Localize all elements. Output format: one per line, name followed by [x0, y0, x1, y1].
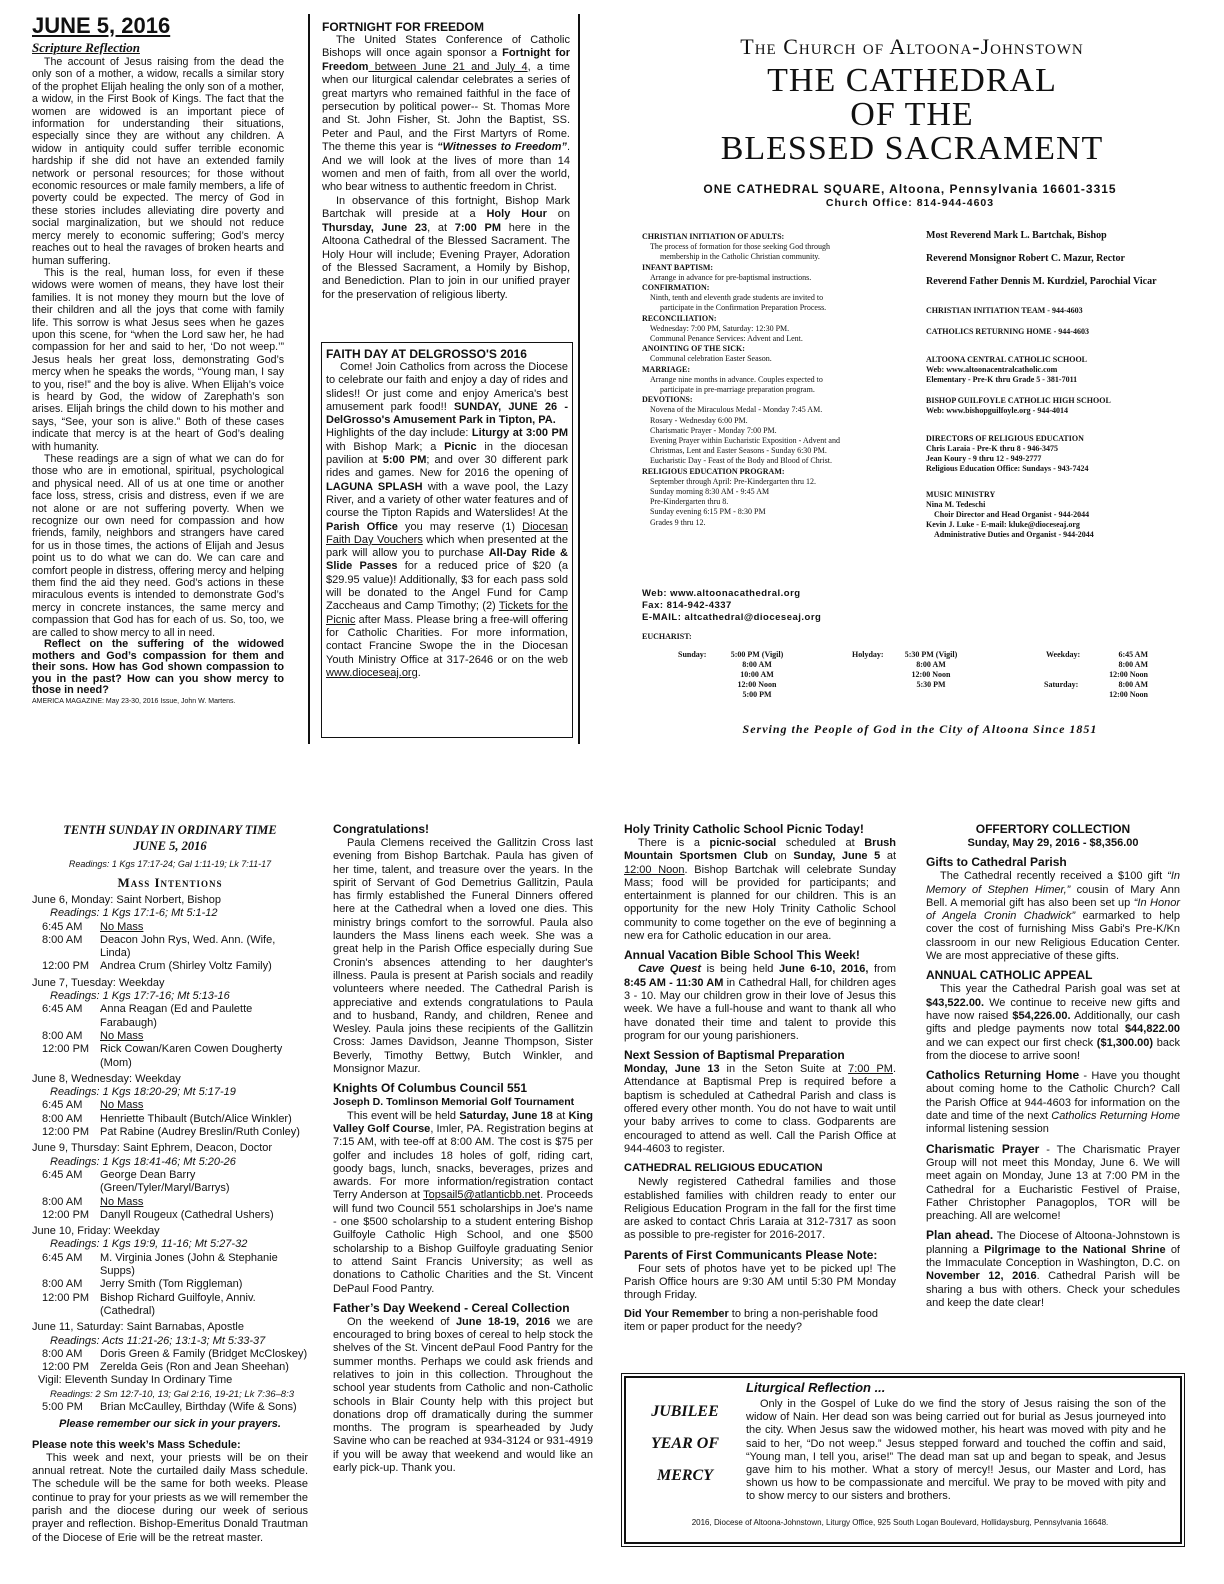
mass-intention-row [32, 1278, 308, 1291]
mass-intention: Jerry Smith (Tom Riggleman) [100, 1278, 243, 1291]
mass-intention: No Mass [100, 920, 144, 933]
reflection-paragraph: The account of Jesus raising from the dead the only son of a mother, a widow, recalls a similar story of the prophet Elijah healing the only son of a mother, a widow, in the First Book of Kings. The fact that the women are widowed is an important piece of information for understanding their situations, especially since they are without any children. A widow in antiquity could suffer terrible economic hardship if she did not have an extended family network or personal resources; for those without economic resources or male family members, a life of poverty could be expected. The mercy of God in these stories includes alleviating dire poverty and social marginalization, but we should not reduce mercy merely to economic suffering; God’s mercy reaches out to heal the ravages of broken hearts and human suffering. [32, 56, 284, 267]
sacrament-detail: Sunday evening 6:15 PM - 8:30 PM [650, 507, 766, 517]
intention-day-title: June 6, Monday: Saint Norbert, Bishop [32, 894, 221, 906]
reflection-paragraph: This is the real, human loss, for even if these widows were women of means, they have lost their families. It is not money they mourn but the love of their children and all the joys that come with family life. This sorrow is what Jesus sees when he gazes upon this scene, for “when the Lord saw her, he had compassion for her and said to her, ‘Do not weep.’” Jesus heals her great loss, demonstrating God’s mercy when he speaks the words, “Young man, I say to you, rise!” and the boy is alive. When Elijah’s voice is heard by God, the widow of Zarephath’s son arises. Elijah brings the child down to his mother and says, “See, your son is alive.” Both of these cases indicate that mercy is at the heart of God’s dealing with humanity. [32, 266, 284, 453]
vigil-readings: Readings: 2 Sm 12:7-10, 13; Gal 2:16, 19-21; Lk 7:36–8:3 [50, 1388, 294, 1400]
mass-intention: Zerelda Geis (Ron and Jean Sheehan) [100, 1361, 289, 1374]
mass-time: 12:00 PM [42, 1208, 90, 1221]
cathedral-name-line: OF THE [850, 96, 974, 133]
vbs-title: Annual Vacation Bible School This Week! [624, 948, 860, 963]
sunday-date: JUNE 5, 2016 [133, 839, 207, 853]
mass-intention-row [32, 1292, 308, 1319]
mass-intention-row [32, 960, 308, 973]
mass-intention-row [32, 1099, 308, 1112]
issue-date-heading: JUNE 5, 2016 [32, 13, 171, 38]
scripture-reflection-title: Scripture Reflection [32, 40, 140, 55]
holy-trinity-text: There is a picnic-social scheduled at Brush Mountain Sportsmen Club on Sunday, June 5 at 12:00 Noon. Bishop Bartchak will celebrate Sunday Mass; food will be provided for participants; and entertainment is planned for our children. This is an opportunity for the new Holy Trinity Catholic School community to come together on the eve of beginning a new era for Catholic education in our area. [624, 837, 897, 943]
sacrament-detail: Wednesday: 7:00 PM, Saturday: 12:30 PM. [650, 323, 790, 333]
mass-intention-row [32, 1169, 308, 1196]
intention-day [32, 894, 308, 974]
music-title: MUSIC MINISTRY [926, 490, 996, 499]
sacrament-heading: INFANT BAPTISM: [642, 262, 714, 272]
reflection-question: Reflect on the suffering of the widowed mothers and God’s compassion for them and their sons. How has God shown compassion to you in the past? How can you show mercy to those in need? [32, 638, 284, 697]
cre-text: Newly registered Cathedral families and those established families with children ready to enter our Religious Education Program in the fall for the first time are asked to contact Chris Laraia at 312-7317 as soon as possible to pre-register for 2016-2017. [624, 1176, 896, 1242]
holy-trinity-title: Holy Trinity Catholic School Picnic Today! [624, 822, 864, 836]
mass-intention: Pat Rabine (Audrey Breslin/Ruth Conley) [100, 1126, 300, 1139]
mass-intention: Anna Reagan (Ed and Paulette Farabaugh) [100, 1003, 253, 1029]
mass-time: 6:45 AM [42, 1168, 83, 1181]
mass-intention-row [32, 1113, 308, 1126]
announcements-column-2 [333, 822, 593, 1475]
mass-intention: No Mass [100, 1099, 144, 1112]
gifts-title: Gifts to Cathedral Parish [926, 855, 1067, 870]
sick-prayer-note: Please remember our sick in your prayers. [59, 1418, 281, 1431]
weekday-label: Weekday: [1046, 650, 1081, 659]
intention-day [32, 1073, 308, 1139]
mass-intention-row [32, 921, 308, 934]
intention-day-title: June 8, Wednesday: Weekday [32, 1072, 181, 1085]
mass-intention: No Mass [100, 1195, 144, 1208]
accs-elementary: Elementary - Pre-K thru Grade 5 - 381-7011 [926, 375, 1078, 384]
mass-time: 12:00 PM [42, 1291, 90, 1304]
mass-intention-row [32, 1003, 308, 1030]
sacrament-heading: MARRIAGE: [642, 364, 690, 374]
mass-intention-row [32, 1043, 308, 1070]
appeal-title: ANNUAL CATHOLIC APPEAL [926, 968, 1093, 983]
sacrament-detail: Communal Penance Services: Advent and Lent. [650, 334, 803, 344]
mass-intention-row [32, 1252, 308, 1279]
mass-intention: Deacon John Rys, Wed. Ann. (Wife, Linda) [100, 933, 276, 960]
dre-line: Chris Laraia - Pre-K thru 8 - 946-3475 [926, 444, 1059, 453]
mass-time: 8:00 AM [42, 1278, 83, 1291]
mass-intention-row [32, 1209, 308, 1222]
vigil-mass: 5:00 PM Brian McCaulley, Birthday (Wife & Sons) [42, 1400, 297, 1413]
mass-intention: Danyll Rougeux (Cathedral Ushers) [100, 1208, 274, 1221]
sacrament-heading: RELIGIOUS EDUCATION PROGRAM: [642, 466, 785, 476]
intention-readings: Readings: 1 Kgs 17:1-6; Mt 5:1-12 [50, 907, 218, 920]
sacrament-heading: RECONCILIATION: [642, 313, 717, 323]
mass-intentions-column [32, 822, 308, 1545]
mass-intention-row [32, 1348, 308, 1361]
sacrament-detail: Evening Prayer within Eucharistic Exposition - Advent and [650, 436, 840, 446]
scripture-reflection-text [32, 56, 284, 706]
mass-time: 8:00 AM [42, 1347, 83, 1360]
mass-time: 6:45 AM [42, 1099, 83, 1112]
sacrament-heading: CHRISTIAN INITIATION OF ADULTS: [642, 232, 785, 241]
mass-time: 6:45 AM [42, 1003, 83, 1016]
mass-time: 12:00 PM [42, 960, 90, 973]
intention-day-title: June 11, Saturday: Saint Barnabas, Apostle [32, 1321, 244, 1334]
church-name-line: The Church of Altoona-Johnstown [740, 34, 1084, 59]
mass-intention: George Dean Barry (Green/Tyler/Maryl/Barrys) [100, 1168, 230, 1195]
sunday-readings: Readings: 1 Kgs 17:17-24; Gal 1:11-19; Lk 7:11-17 [68, 859, 272, 869]
mass-intention-row [32, 934, 308, 961]
mass-intention-row [32, 1361, 308, 1374]
mass-intentions-list [32, 894, 308, 1374]
koc-title: Knights Of Columbus Council 551 [333, 1081, 528, 1096]
reflection-paragraph: These readings are a sign of what we can do for those who are in emotional, spiritual, psychological and physical need. All of us at one time or another face loss, stress, crisis and distress, even if we are not alone or are not suffering poverty. When we recognize our own need for compassion and how friends, family, neighbors and strangers have cared for us in those times, the actions of Elijah and Jesus point us to do what we can do. We can care and comfort people in distress, offering mercy and helping them find the aid they need. God’s actions in these miraculous events is intended to demonstrate God’s mercy in concrete instances, the same mercy and compassion that God has for each of us. So, too, we are called to show mercy to all in need. [32, 453, 284, 639]
intention-readings: Readings: 1 Kgs 18:20-29; Mt 5:17-19 [50, 1086, 236, 1099]
appeal-text: This year the Cathedral Parish goal was set at $43,522.00. We continue to receive new gifts and have now raised $54,226.00. Additionally, our cash gifts and pledge payments now total $44,822.00 and we can expect our first check ($1,300.00) back from the diocese to arrive soon! [926, 983, 1180, 1062]
fax-line: Fax: 814-942-4337 [642, 600, 732, 611]
catholics-returning-home: CATHOLICS RETURNING HOME - 944-4603 [926, 327, 1089, 336]
intention-readings: Readings: 1 Kgs 18:41-46; Mt 5:20-26 [50, 1155, 236, 1168]
sacrament-detail: participate in pre-marriage preparation program. [660, 385, 815, 395]
email-line[interactable]: E-MAIL: altcathedral@dioceseaj.org [642, 612, 822, 623]
mass-time: 6:45 AM [42, 920, 83, 933]
sacrament-detail: Arrange nine months in advance. Couples expected to [650, 374, 823, 384]
sacrament-detail: Ninth, tenth and eleventh grade students are invited to [650, 293, 824, 303]
dre-line: Religious Education Office: Sundays - 943-7424 [926, 464, 1089, 473]
food-reminder: Did Your Remember to bring a non-perishable food item or paper product for the needy? [624, 1307, 878, 1333]
weekday-times: 6:45 AM 8:00 AM 12:00 Noon [1109, 650, 1148, 679]
baptism-prep-title: Next Session of Baptismal Preparation [624, 1048, 845, 1063]
address-block [620, 182, 1200, 210]
koc-email-link[interactable]: Topsail5@atlanticbb.net [423, 1189, 541, 1202]
reflection-source: AMERICA MAGAZINE: May 23-30, 2016 Issue, John W. Martens. [32, 697, 236, 705]
web-contacts [642, 588, 922, 624]
first-communicants-title: Parents of First Communicants Please Note: [624, 1247, 878, 1262]
liturgical-reflection-title: Liturgical Reflection ... [746, 1380, 886, 1395]
eucharist-title: EUCHARIST: [642, 632, 692, 641]
mass-intention: Henriette Thibault (Butch/Alice Winkler) [100, 1112, 292, 1125]
sacrament-detail: Arrange in advance for pre-baptismal instructions. [650, 272, 812, 282]
fathers-day-text: On the weekend of June 18-19, 2016 we are encouraged to bring boxes of cereal to help stock the shelves of the St. Vincent dePaul Food Pantry for the summer months. Perhaps we could ask friends and relatives to join in this collection. Throughout the school year students from Catholic and non-Catholic schools in Blair County help with this project but donations drop off dramatically during the summer months. The program is spearheaded by Judy Savine who can be reached at 934-3124 or 931-4919 if you will be away that weekend and would like an early pick-up. Thank you. [333, 1315, 593, 1475]
sacrament-detail: Communal celebration Easter Season. [650, 354, 772, 364]
mass-time: 8:00 AM [42, 1029, 83, 1042]
charismatic-prayer-text: Charismatic Prayer - The Charismatic Prayer Group will not meet this Monday, June 6. We will meet again on Monday, June 13 at 7:00 PM in the Cathedral for a Eucharistic Festivel of Praise, Father Christopher Panagoplos, TOR will be preaching. All are welcome! [926, 1141, 1180, 1223]
intention-day-title: June 9, Thursday: Saint Ephrem, Deacon, Doctor [32, 1142, 273, 1155]
mass-time: 6:45 AM [42, 1251, 83, 1264]
intention-day [32, 1321, 308, 1374]
mass-intention: Doris Green & Family (Bridget McCloskey) [100, 1347, 308, 1360]
bishop-line: Most Reverend Mark L. Bartchak, Bishop [926, 230, 1107, 241]
intention-day-title: June 7, Tuesday: Weekday [32, 976, 165, 989]
mass-intention-row [32, 1126, 308, 1139]
sunday-times: 5:00 PM (Vigil) 8:00 AM 10:00 AM 12:00 Noon 5:00 PM [730, 650, 784, 699]
fortnight-for-freedom [322, 20, 570, 302]
cathedral-name-line: THE CATHEDRAL [767, 62, 1057, 99]
mass-time: 12:00 PM [42, 1126, 90, 1139]
sacraments-list [642, 232, 912, 528]
mass-intentions-title: Mass Intentions [117, 875, 223, 890]
faith-day-details: Highlights of the day include: Liturgy at 3:00 PM with Bishop Mark; a Picnic in the diocesan pavilion at 5:00 PM; and over 30 different park rides and games. New for 2016 the opening of LAGUNA SPLASH with a wave pool, the Lazy River, and a variety of other water features and of course the Tipton Rapids and Waterslides! At the Parish Office you may reserve (1) Diocesan Faith Day Vouchers which when presented at the park will allow you to purchase All-Day Ride & Slide Passes for a reduced price of $20 (a $29.95 value)! Additionally, $3 for each pass sold will be donated to the Angel Fund for Camp Zaccheaus and Camp Timothy; (2) Tickets for the Picnic after Mass. Please bring a free-will offering for Catholic Charities. For more information, contact Francine Swope the in the Diocesan Youth Ministry Office at 317-2646 or on the web www.dioceseaj.org. [326, 427, 569, 679]
mass-time: 8:00 AM [42, 933, 83, 946]
mass-intention: Andrea Crum (Shirley Voltz Family) [100, 960, 272, 973]
cathedral-name [600, 64, 1224, 166]
music-line: Choir Director and Head Organist - 944-2044 [934, 510, 1090, 519]
faith-day-box [321, 342, 573, 738]
baptism-prep-text: Monday, June 13 in the Seton Suite at 7:00 PM. Attendance at Baptismal Prep is required before a baptism is scheduled at Cathedral Parish and class is offered every other month. You do not have to wait until your baby arrives to come to class. Godparents are encouraged to attend as well. Call the Parish Office at 944-4603 to register. [624, 1063, 896, 1155]
pilgrimage-text: Plan ahead. The Diocese of Altoona-Johnstown is planning a Pilgrimage to the National Shrine of the Immaculate Conception in Washington, D.C. on November 12, 2016. Cathedral Parish will be sharing a bus with others. Check your schedules and keep the date clear! [926, 1228, 1180, 1309]
sacrament-detail: Charismatic Prayer - Monday 7:00 PM. [650, 425, 777, 435]
intention-day [32, 1225, 308, 1318]
sacrament-detail: September through April: Pre-Kindergarten thru 12. [650, 476, 817, 486]
intention-readings: Readings: 1 Kgs 17:7-16; Mt 5:13-16 [50, 990, 230, 1003]
first-communicants-text: Four sets of photos have yet to be picked up! The Parish Office hours are 9:30 AM until 5:30 PM Monday through Friday. [624, 1262, 896, 1302]
sunday-label: Sunday: [678, 650, 707, 659]
sacrament-detail: membership in the Catholic Christian community. [660, 252, 820, 262]
intention-readings: Readings: Acts 11:21-26; 13:1-3; Mt 5:33-37 [50, 1334, 266, 1347]
fathers-day-title: Father’s Day Weekend - Cereal Collection [333, 1300, 570, 1315]
dre-line: Jean Koury - 9 thru 12 - 949-2777 [926, 454, 1042, 463]
column-divider [578, 14, 580, 744]
church-office-phone: Church Office: 814-944-4603 [825, 197, 995, 209]
intention-day [32, 977, 308, 1070]
vicar-line: Reverend Father Dennis M. Kurdziel, Parochial Vicar [926, 276, 1157, 287]
music-line: Administrative Duties and Organist - 944-2044 [934, 530, 1094, 539]
dre-title: DIRECTORS OF RELIGIOUS EDUCATION [926, 434, 1084, 443]
gifts-text: The Cathedral recently received a $100 gift “In Memory of Stephen Himer,” cousin of Mary Ann Bell. A memorial gift has also been set up “In Honor of Angela Cronin Chadwick” earmarked to help cover the cost of furnishing Miss Gabi's Pre-K/Kn classroom in our new Religious Education Center. We are most appreciative of these gifts. [926, 870, 1180, 963]
mass-intention: Rick Cowan/Karen Cowen Dougherty (Mom) [100, 1043, 283, 1069]
liturgy-office-footer: 2016, Diocese of Altoona-Johnstown, Liturgy Office, 925 South Logan Boulevard, Hollidaysburg, Pennsylvania 16648. [691, 1518, 1109, 1527]
sacrament-detail: Rosary - Wednesday 6:00 PM. [650, 415, 748, 425]
christian-initiation-team: CHRISTIAN INITIATION TEAM - 944-4603 [926, 306, 1083, 315]
offertory-title: OFFERTORY COLLECTION [975, 822, 1131, 836]
sacrament-heading: ANOINTING OF THE SICK: [642, 344, 745, 354]
sacrament-detail: The process of formation for those seeking God through [650, 242, 830, 252]
faith-day-intro: Come! Join Catholics from across the Diocese to celebrate our faith and enjoy a day of rides and slides!! Or just come and enjoy America's best amusement park food!! SUNDAY, JUNE 26 - DelGrosso's Amusement Park in Tipton, PA. [326, 361, 568, 427]
schedule-title: Please note this week’s Mass Schedule: [32, 1438, 241, 1451]
sacrament-detail: participate in the Confirmation Preparation Process. [660, 303, 827, 313]
accs-name: ALTOONA CENTRAL CATHOLIC SCHOOL [926, 355, 1088, 364]
announcements-column-3 [624, 822, 896, 1334]
mass-intention: Bishop Richard Guilfoyle, Anniv. (Cathedral) [100, 1291, 256, 1317]
intention-readings: Readings: 1 Kgs 19:9, 11-16; Mt 5:27-32 [50, 1238, 248, 1251]
intention-day [32, 1142, 308, 1222]
sacrament-detail: Christmas, Lent and Easter Seasons - Sunday 6:30 PM. [650, 446, 827, 456]
sacrament-detail: Sunday morning 8:30 AM - 9:45 AM [650, 487, 770, 497]
jubilee-year-of-mercy: JUBILEE YEAR OF MERCY [650, 1403, 719, 1484]
diocese-web-link[interactable]: www.dioceseaj.org [326, 666, 418, 679]
holyday-times: 5:30 PM (Vigil) 8:00 AM 12:00 Noon 5:30 PM [904, 650, 958, 689]
sacrament-detail: Pre-Kindergarten thru 8. [650, 497, 729, 507]
sacrament-heading: CONFIRMATION: [642, 283, 710, 293]
congrats-title: Congratulations! [333, 822, 429, 836]
vigil-line: Vigil: Eleventh Sunday In Ordinary Time [38, 1374, 233, 1387]
cre-title: CATHEDRAL RELIGIOUS EDUCATION [624, 1162, 823, 1175]
schedule-text: This week and next, your priests will be on their annual retreat. Note the curtailed daily Mass schedule. The schedule will be the same for both weeks. Please continue to pray for your priests as we will remember the parish and the diocese during our week of serious prayer and reflection. Bishop-Emeritus Donald Trautman of the Diocese of Erie will be the retreat master. [32, 1451, 308, 1544]
cathedral-name-line: BLESSED SACRAMENT [720, 130, 1104, 167]
eucharist-schedule [642, 632, 1162, 702]
saturday-label: Saturday: [1044, 680, 1079, 689]
mass-time: 8:00 AM [42, 1112, 83, 1125]
website-line[interactable]: Web: www.altoonacathedral.org [642, 588, 801, 599]
sacrament-detail: Novena of the Miraculous Medal - Monday 7:45 AM. [650, 405, 823, 415]
sunday-title: TENTH SUNDAY IN ORDINARY TIME [63, 823, 277, 837]
mass-time: 12:00 PM [42, 1361, 90, 1374]
congrats-text: Paula Clemens received the Gallitzin Cross last evening from Bishop Bartchak. Paula has given of her time, talent, and treasure over the years. In the spirit of Servant of God Demetrius Gallitzin, Paula has firmly established the Funeral Dinners offered here at the Cathedral when a loved one dies. This ministry brings comfort to the sorrowful. Paula also launders the Mass linens each week. She was a great help in the Parish Office especially during Sue Cronin's absences attending to her daughter's illness. Paula is present at Parish socials and readily volunteers where needed. The Cathedral Parish is appreciative and extends congratulations to Paula and to husband, Randy, and children, Renee and Wesley. Paula joins these recipients of the Gallitzin Cross: James Davidson, Jeanne Thompson, Sister Beverly, Timothy Bettwy, Butch Winkler, and Monsignor Mazur. [333, 837, 593, 1076]
sacrament-heading: DEVOTIONS: [642, 395, 693, 405]
holyday-label: Holyday: [852, 650, 884, 659]
rector-line: Reverend Monsignor Robert C. Mazur, Rector [926, 253, 1125, 264]
fortnight-paragraph: In observance of this fortnight, Bishop Mark Bartchak will preside at a Holy Hour on Thursday, June 23, at 7:00 PM here in the Altoona Cathedral of the Blessed Sacrament. The Holy Hour will include; Evening Prayer, Adoration of the Blessed Sacrament, a Homily by Bishop, and Benediction. Plan to join in our unified prayer for the preservation of religious liberty. [322, 194, 570, 301]
faith-day-title: FAITH DAY AT DELGROSSO'S 2016 [326, 347, 527, 361]
bg-name: BISHOP GUILFOYLE CATHOLIC HIGH SCHOOL [926, 396, 1111, 405]
mass-intention: No Mass [100, 1029, 144, 1042]
mass-intention: M. Virginia Jones (John & Stephanie Supps) [100, 1251, 278, 1278]
fortnight-paragraph: The United States Conference of Catholic Bishops will once again sponsor a Fortnight for Freedom between June 21 and July 4, a time when our liturgical calendar celebrates a series of great martyrs who remained faithful in the face of persecution by political power-- St. Thomas More and St. John Fisher, St. John the Baptist, SS. Peter and Paul, and the First Martyrs of Rome. The theme this year is “Witnesses to Freedom”. And we will look at the lives of more than 14 women and men of faith, from all over the world, who bear witness to authentic freedom in Christ. [322, 34, 570, 194]
bg-web[interactable]: Web: www.bishopguilfoyle.org - 944-4014 [926, 406, 1069, 415]
music-line: Kevin J. Luke - E-mail: kluke@dioceseaj.org [926, 520, 1080, 529]
sacrament-detail: Grades 9 thru 12. [650, 517, 706, 527]
accs-web[interactable]: Web: www.altoonacentralcatholic.com [926, 365, 1058, 374]
mass-time: 12:00 PM [42, 1043, 90, 1056]
vbs-text: Cave Quest is being held June 6-10, 2016, from 8:45 AM - 11:30 AM in Cathedral Hall, for children ages 3 - 10. May our children grow in their love of Jesus this week. We have a full-house and want to thank all who have donated their time and talent to provide this program for our young parishioners. [624, 963, 897, 1042]
fortnight-title: FORTNIGHT FOR FREEDOM [322, 20, 484, 34]
koc-text: This event will be held Saturday, June 18 at King Valley Golf Course, Imler, PA. Registration begins at 7:15 AM, with tee-off at 8:00 AM. The cost is $75 per golfer and includes 18 holes of golf, riding cart, goody bags, lunch, snacks, beverages, prizes and awards. For more information/registration contact Terry Anderson at Topsail5@atlanticbb.net. Proceeds will fund two Council 551 scholarships in Joe's name - one $500 scholarship to a student entering Bishop Guilfoyle Catholic High School, and one $500 scholarship to a Bishop Guilfoyle graduating Senior to attend Saint Francis University; as well as donations to Catholic Charities and the St. Vincent DePaul Food Pantry. [333, 1109, 593, 1295]
serving-tagline: Serving the People of God in the City of Altoona Since 1851 [742, 722, 1098, 736]
koc-subtitle: Joseph D. Tomlinson Memorial Golf Tournament [333, 1096, 575, 1109]
announcements-column-4 [926, 822, 1180, 1310]
saturday-times: 8:00 AM 12:00 Noon [1109, 680, 1148, 699]
intention-day-title: June 10, Friday: Weekday [32, 1225, 160, 1238]
returning-home-text: Catholics Returning Home - Have you thought about coming home to the Catholic Church? Call the Parish Office at 944-4603 for information on the date and time of the next Catholics Returning Home informal listening session [926, 1068, 1181, 1136]
mass-intention-row [32, 1196, 308, 1209]
offertory-amount: Sunday, May 29, 2016 - $8,356.00 [967, 837, 1139, 849]
address-line: ONE CATHEDRAL SQUARE, Altoona, Pennsylvania 16601-3315 [703, 182, 1117, 196]
sacrament-detail: Eucharistic Day - Feast of the Body and Blood of Christ. [650, 456, 832, 466]
music-line: Nina M. Tedeschi [926, 500, 986, 509]
mass-intention-row [32, 1030, 308, 1043]
liturgical-reflection-text: Only in the Gospel of Luke do we find the story of Jesus raising the son of the widow of Nain. Her dead son was being carried out for burial as Jesus journeyed into the city. When Jesus saw the widowed mother, his heart was moved with pity and he said to her, “Do not weep.” Jesus stepped forward and touched the coffin and said, “Young man, I tell you, arise!” The dead man sat up and began to speak, and Jesus gave him to his mother. What a story of mercy!! Jesus, our Master and Lord, has shown us how to be compassionate and merciful. We pray to be moved with pity and to show mercy to our sisters and brothers. [746, 1398, 1166, 1503]
mass-time: 8:00 AM [42, 1195, 83, 1208]
column-divider [308, 14, 310, 744]
clergy-and-contacts [926, 230, 1206, 540]
